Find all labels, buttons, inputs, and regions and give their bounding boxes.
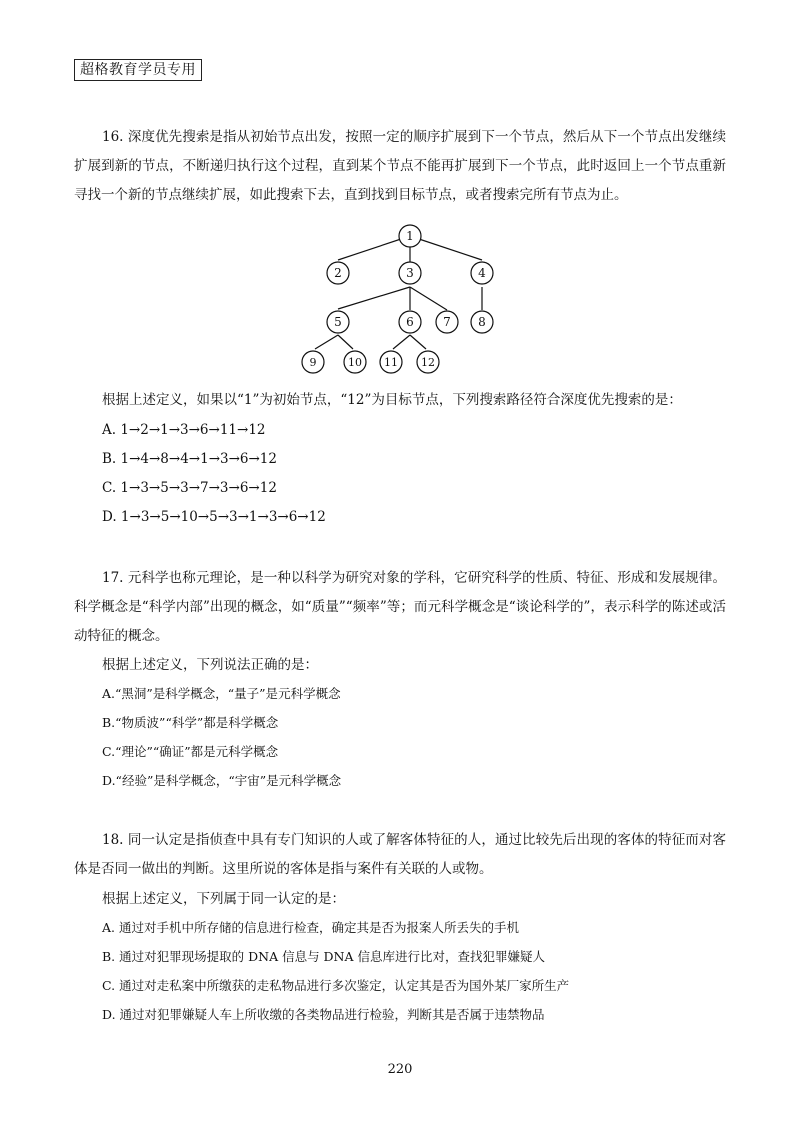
q18-option-c[interactable]: C. 通过对走私案中所缴获的走私物品进行多次鉴定，认定其是否为国外某厂家所生产 — [102, 978, 570, 993]
tree-node-label: 3 — [406, 266, 414, 280]
q16-option-c[interactable]: C. 1→3→5→3→7→3→6→12 — [102, 480, 277, 496]
edge-3-5 — [338, 287, 410, 309]
q18-option-a[interactable]: A. 通过对手机中所存储的信息进行检查，确定其是否为报案人所丢失的手机 — [102, 920, 519, 935]
edge-6-11 — [393, 335, 410, 349]
q18-stem: 18. 同一认定是指侦查中具有专门知识的人或了解客体特征的人，通过比较先后出现的客体的特征而对客体是否同一做出的判断。这里所说的客体是指与案件有关联的人或物。 — [74, 832, 726, 877]
q16-option-b[interactable]: B. 1→4→8→4→1→3→6→12 — [102, 451, 277, 467]
q18-option-d[interactable]: D. 通过对犯罪嫌疑人车上所收缴的各类物品进行检验，判断其是否属于违禁物品 — [102, 1007, 545, 1022]
q16-option-a[interactable]: A. 1→2→1→3→6→11→12 — [102, 422, 266, 438]
edge-5-10 — [338, 335, 353, 349]
q17-option-c[interactable]: C.“理论”“确证”都是元科学概念 — [102, 744, 279, 759]
q17-option-d[interactable]: D.“经验”是科学概念，“宇宙”是元科学概念 — [102, 773, 342, 788]
tree-node-label: 6 — [406, 315, 414, 329]
q17-stem: 17. 元科学也称元理论，是一种以科学为研究对象的学科，它研究科学的性质、特征、形成和发展规律。科学概念是“科学内部”出现的概念，如“质量”“频率”等；而元科学概念是“谈论科学的”，表示科学的陈述或活动特征的概念。 — [74, 570, 726, 644]
edge-5-9 — [315, 335, 338, 349]
q17-option-b[interactable]: B.“物质波”“科学”都是科学概念 — [102, 715, 279, 730]
q17-question: 根据上述定义，下列说法正确的是： — [102, 657, 318, 673]
tree-node-label: 11 — [384, 356, 398, 369]
tree-node-label: 10 — [348, 356, 362, 369]
q16-stem: 16. 深度优先搜索是指从初始节点出发，按照一定的顺序扩展到下一个节点，然后从下一个节点出发继续扩展到新的节点，不断递归执行这个过程，直到某个节点不能再扩展到下一个节点，此时返回上一个节点重新寻找一个新的节点继续扩展，如此搜索下去，直到找到目标节点，或者搜索完所有节点为止。 — [74, 129, 726, 203]
q18-option-b[interactable]: B. 通过对犯罪现场提取的 DNA 信息与 DNA 信息库进行比对，查找犯罪嫌疑人 — [102, 949, 546, 964]
page-number: 220 — [387, 1062, 413, 1077]
tree-node-label: 9 — [309, 356, 317, 369]
tree-node-label: 8 — [478, 315, 486, 329]
tree-node-label: 5 — [334, 315, 342, 329]
search-tree-diagram — [290, 215, 520, 380]
q18-question: 根据上述定义，下列属于同一认定的是： — [102, 891, 345, 907]
tree-node-label: 1 — [406, 229, 414, 243]
watermark-label: 超格教育学员专用 — [74, 59, 202, 81]
q16-question: 根据上述定义，如果以“1”为初始节点，“12”为目标节点，下列搜索路径符合深度优先搜索的是： — [102, 392, 682, 408]
edge-6-12 — [410, 335, 426, 349]
tree-node-label: 7 — [443, 315, 451, 329]
tree-node-label: 2 — [334, 266, 342, 280]
tree-node-label: 4 — [478, 266, 486, 280]
edge-3-7 — [410, 287, 447, 310]
tree-node-label: 12 — [421, 356, 435, 369]
q16-option-d[interactable]: D. 1→3→5→10→5→3→1→3→6→12 — [102, 509, 326, 525]
q17-option-a[interactable]: A.“黑洞”是科学概念，“量子”是元科学概念 — [102, 686, 341, 701]
